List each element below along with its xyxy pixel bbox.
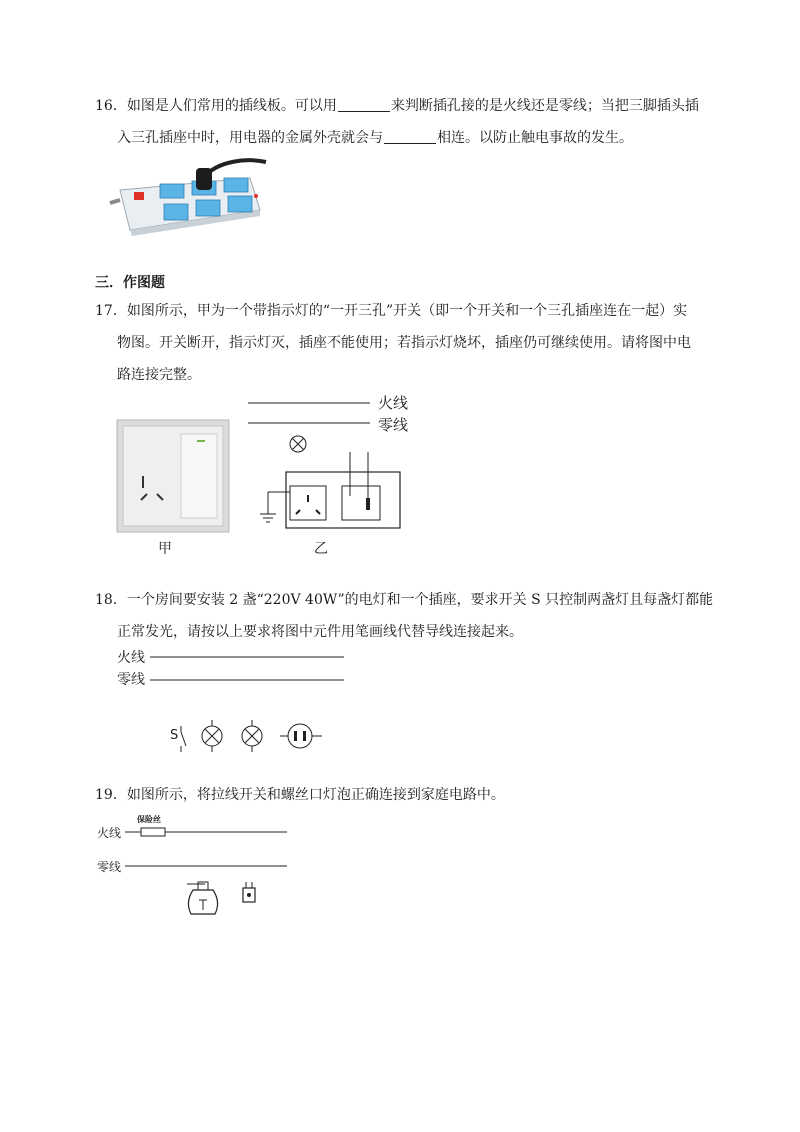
q17-circuit-diagram: [240, 392, 420, 532]
live-wire-label: 火线: [378, 394, 409, 412]
neutral-wire-label: 零线: [378, 416, 409, 434]
figure-label-yi: 乙: [314, 541, 328, 557]
q19-line-1: 19．如图所示，将拉线开关和螺丝口灯泡正确连接到家庭电路中。: [95, 787, 505, 803]
q18-line-1: 18．一个房间要安装 2 盏“220V 40W”的电灯和一个插座，要求开关 S 只控制两盏灯且每盏灯都能: [95, 592, 714, 608]
live-wire-label: 火线: [97, 826, 122, 840]
q17-line-1: 17．如图所示，甲为一个带指示灯的“一开三孔”开关（即一个开关和一个三孔插座连在一起）实: [95, 303, 688, 319]
fuse-label: 保险丝: [137, 815, 161, 824]
q16-line-2: 入三孔插座中时，用电器的金属外壳就会与 相连。以防止触电事故的发生。: [117, 130, 633, 146]
q17-line-2: 物图。开关断开，指示灯灭，插座不能使用；若指示灯烧坏，插座仍可继续使用。请将图中电: [117, 335, 691, 351]
answer-blank-1[interactable]: [338, 97, 390, 112]
neutral-wire-label: 零线: [97, 860, 122, 874]
figure-label-jia: 甲: [158, 541, 172, 557]
q18-circuit-diagram: [140, 650, 350, 760]
q19-circuit-diagram: [125, 822, 295, 922]
neutral-wire-label: 零线: [117, 672, 145, 688]
q16-line-1: 16．如图是人们常用的插线板。可以用 来判断插孔接的是火线还是零线；当把三脚插头插: [95, 98, 699, 114]
power-strip-image: [108, 150, 268, 240]
answer-blank-2[interactable]: [384, 129, 436, 144]
section-title: 三．作图题: [95, 275, 165, 291]
q17-line-3: 路连接完整。: [117, 367, 201, 383]
q18-line-2: 正常发光，请按以上要求将图中元件用笔画线代替导线连接起来。: [117, 624, 523, 640]
switch-label: S: [170, 728, 179, 743]
switch-socket-image: [117, 420, 229, 532]
live-wire-label: 火线: [117, 650, 145, 666]
